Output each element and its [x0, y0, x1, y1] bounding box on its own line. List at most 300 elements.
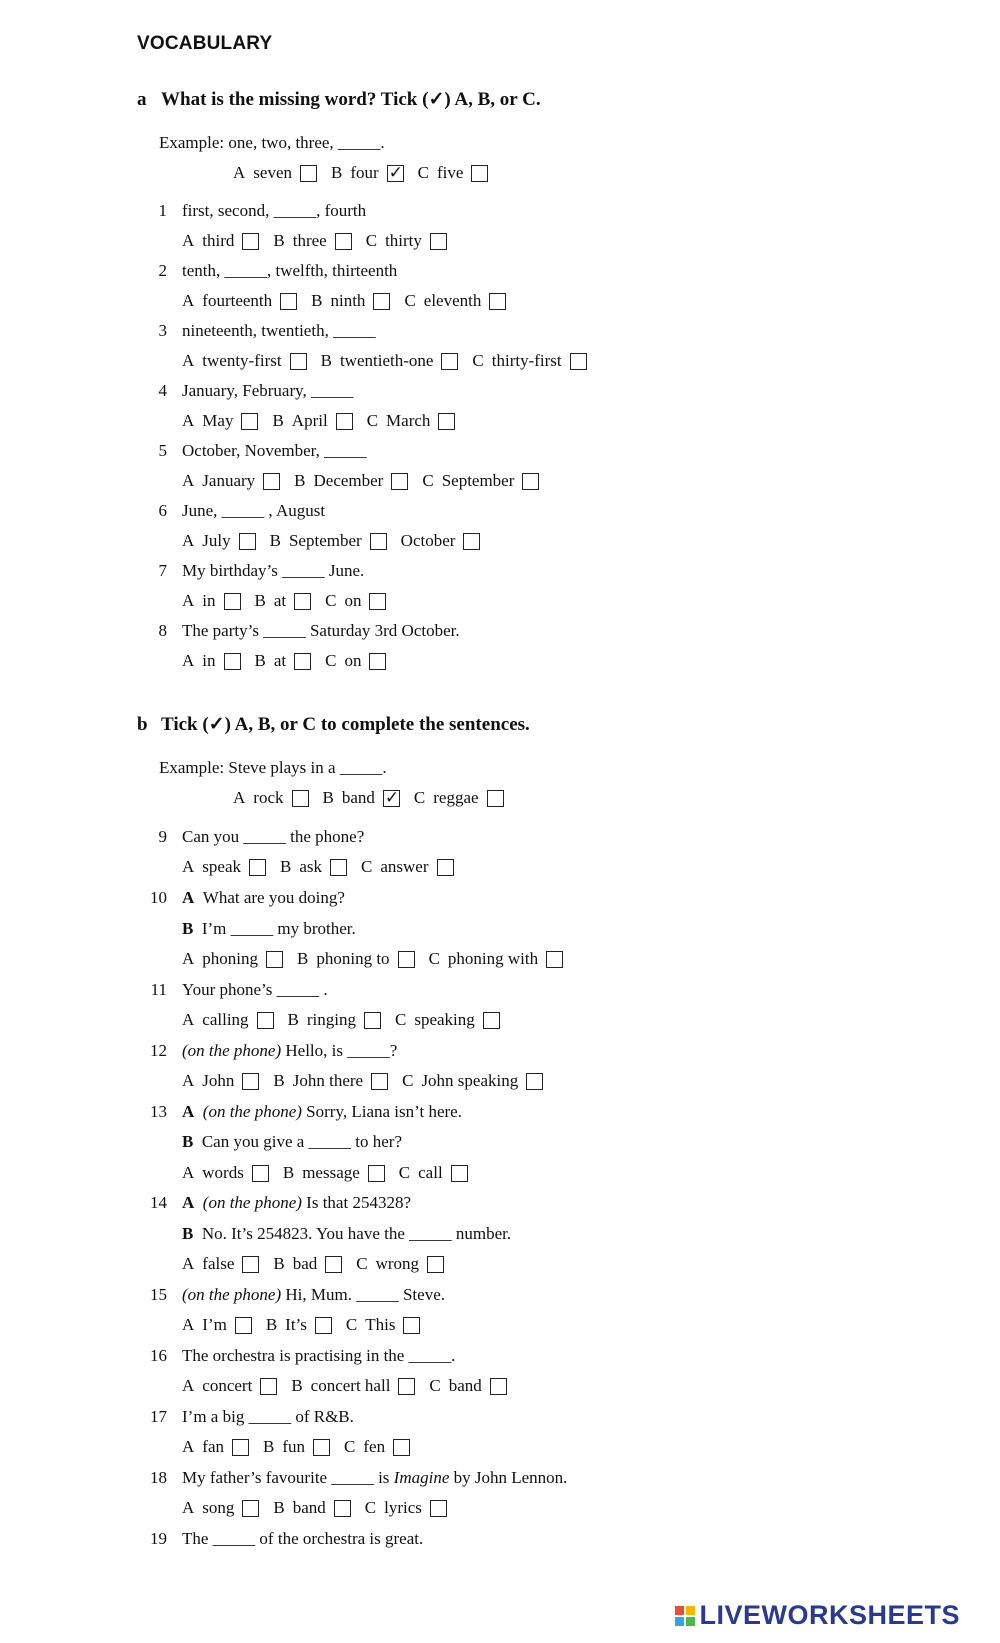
option-text: This [365, 1315, 396, 1334]
question-options [182, 1375, 521, 1397]
answer-option[interactable] [366, 230, 447, 252]
option-letter: A [182, 591, 195, 610]
answer-option[interactable] [182, 1436, 249, 1458]
checkbox[interactable] [441, 353, 458, 370]
checkbox[interactable] [373, 293, 390, 310]
answer-option[interactable] [297, 948, 415, 970]
checkbox[interactable] [242, 1256, 259, 1273]
option-letter: C [429, 1376, 441, 1395]
question-options [182, 290, 520, 312]
question-text [182, 1101, 462, 1123]
option-letter: A [182, 351, 195, 370]
option-text: in [202, 591, 216, 610]
speaker-a-text: Is that 254328? [301, 1193, 411, 1212]
question-number: 2 [158, 261, 167, 280]
option-letter: B [272, 411, 284, 430]
question-text [182, 1223, 511, 1245]
answer-option[interactable] [321, 350, 459, 372]
checkbox[interactable] [369, 593, 386, 610]
answer-option[interactable] [283, 1162, 385, 1184]
checkbox[interactable] [471, 165, 488, 182]
option-text: five [437, 163, 464, 182]
answer-option[interactable] [182, 530, 256, 552]
answer-option[interactable] [182, 1009, 274, 1031]
option-letter: A [182, 651, 195, 670]
answer-option[interactable] [291, 1375, 415, 1397]
option-letter: B [254, 651, 266, 670]
checkbox[interactable] [242, 233, 259, 250]
option-text: twenty-first [202, 351, 282, 370]
question-text-rest: Hi, Mum. _____ Steve. [281, 1285, 445, 1304]
option-text: bad [292, 1254, 318, 1273]
option-text: wrong [375, 1254, 420, 1273]
checkbox[interactable] [235, 1317, 252, 1334]
section-a-example-text: Example: one, two, three, _____. [159, 133, 385, 152]
option-letter: B [269, 531, 281, 550]
option-text: third [202, 231, 235, 250]
question-number: 13 [150, 1102, 167, 1121]
checkbox[interactable] [294, 653, 311, 670]
answer-option[interactable] [325, 590, 386, 612]
question-options [182, 948, 577, 970]
answer-option[interactable] [429, 948, 564, 970]
section-b-letter: b [137, 714, 148, 735]
answer-option[interactable] [272, 410, 352, 432]
answer-option[interactable] [273, 1497, 350, 1519]
brand-mark-icon [675, 1606, 695, 1626]
option-letter: B [273, 231, 285, 250]
checkbox[interactable] [393, 1439, 410, 1456]
option-letter: C [404, 291, 416, 310]
worksheet-heading: VOCABULARY [137, 33, 273, 54]
answer-option[interactable] [414, 787, 504, 809]
question-number: 1 [158, 201, 167, 220]
question-number: 8 [158, 621, 167, 640]
question-text: I’m a big _____ of R&B. [182, 1407, 354, 1426]
option-text: at [273, 651, 287, 670]
option-letter: A [182, 1163, 195, 1182]
question-text [182, 918, 356, 940]
question-text-before: My father’s favourite _____ is [182, 1468, 394, 1487]
checkbox[interactable] [526, 1073, 543, 1090]
option-text: thirty [385, 231, 422, 250]
question-text: October, November, _____ [182, 441, 367, 460]
option-text: May [202, 411, 234, 430]
answer-option[interactable] [182, 856, 266, 878]
answer-option[interactable] [323, 787, 400, 809]
option-text: fun [282, 1437, 306, 1456]
question-text: nineteenth, twentieth, _____ [182, 321, 376, 340]
option-letter: A [182, 857, 195, 876]
checkbox[interactable] [335, 233, 352, 250]
checkbox[interactable] [292, 790, 309, 807]
checkbox[interactable] [483, 1012, 500, 1029]
checkbox[interactable] [487, 790, 504, 807]
option-letter: A [233, 163, 246, 182]
option-letter: A [182, 1498, 195, 1517]
option-text: concert hall [310, 1376, 391, 1395]
question-options [182, 470, 553, 492]
option-text: speaking [414, 1010, 475, 1029]
question-number: 9 [158, 827, 167, 846]
question-number: 14 [150, 1193, 167, 1212]
option-text: lyrics [384, 1498, 422, 1517]
checkbox[interactable] [224, 593, 241, 610]
stage-direction: (on the phone) [182, 1041, 282, 1060]
checkbox[interactable] [490, 1378, 507, 1395]
brand-text: LIVEWORKSHEETS [699, 1600, 960, 1630]
checkbox[interactable] [249, 859, 266, 876]
answer-option[interactable] [182, 1497, 259, 1519]
checkbox[interactable] [257, 1012, 274, 1029]
option-text: false [202, 1254, 235, 1273]
question-options [182, 1070, 557, 1092]
answer-option[interactable] [273, 1253, 342, 1275]
question-number: 19 [150, 1529, 167, 1548]
option-letter: C [325, 591, 337, 610]
checkbox[interactable] [398, 951, 415, 968]
question-options [182, 230, 461, 252]
option-letter: C [356, 1254, 368, 1273]
option-letter: C [402, 1071, 414, 1090]
option-letter: A [182, 411, 195, 430]
option-letter: C [365, 231, 378, 250]
question-text [182, 1284, 445, 1306]
option-text: September [288, 531, 362, 550]
answer-option[interactable] [182, 1375, 277, 1397]
option-text: phoning to [316, 949, 390, 968]
brand-mark-square [686, 1617, 695, 1626]
checkbox[interactable] [252, 1165, 269, 1182]
question-text [182, 1467, 567, 1489]
answer-option[interactable] [182, 1162, 269, 1184]
option-letter: C [344, 1437, 356, 1456]
option-letter: A [233, 788, 246, 807]
answer-option[interactable] [422, 470, 539, 492]
checkbox[interactable] [437, 859, 454, 876]
option-letter: A [182, 1010, 195, 1029]
option-text: band [341, 788, 375, 807]
option-letter: B [294, 471, 306, 490]
option-letter: C [364, 1498, 377, 1517]
speaker-b-label: B [182, 1132, 194, 1151]
section-b-title [137, 713, 530, 736]
option-letter: B [265, 1315, 278, 1334]
question-text: The _____ of the orchestra is great. [182, 1529, 424, 1548]
answer-option[interactable] [367, 410, 456, 432]
answer-option[interactable] [273, 1070, 388, 1092]
option-text: John there [292, 1071, 364, 1090]
question-number: 12 [150, 1041, 167, 1060]
stage-direction: (on the phone) [202, 1193, 302, 1212]
checkbox[interactable] [239, 533, 256, 550]
question-number: 7 [158, 561, 167, 580]
answer-option[interactable] [182, 590, 241, 612]
answer-option[interactable] [263, 1436, 330, 1458]
question-number: 10 [150, 888, 167, 907]
question-text: The party’s _____ Saturday 3rd October. [182, 621, 460, 640]
option-letter: B [311, 291, 323, 310]
answer-option[interactable] [395, 1009, 500, 1031]
checkbox[interactable] [430, 233, 447, 250]
checkbox[interactable] [242, 1073, 259, 1090]
option-text: September [441, 471, 515, 490]
option-letter: A [182, 1376, 195, 1395]
answer-option[interactable] [402, 1070, 543, 1092]
checkbox[interactable] [364, 1012, 381, 1029]
option-text: phoning [202, 949, 259, 968]
answer-option[interactable] [361, 856, 454, 878]
option-letter: C [366, 411, 379, 430]
option-text: four [350, 163, 379, 182]
checkbox[interactable] [463, 533, 480, 550]
question-options [182, 530, 494, 552]
answer-option[interactable] [288, 1009, 381, 1031]
answer-option[interactable] [182, 1253, 259, 1275]
answer-option[interactable] [472, 350, 586, 372]
question-text [182, 887, 345, 909]
answer-option[interactable] [344, 1436, 410, 1458]
checkbox[interactable] [489, 293, 506, 310]
question-text: The orchestra is practising in the _____. [182, 1346, 456, 1365]
option-letter: C [413, 788, 426, 807]
question-number: 16 [150, 1346, 167, 1365]
checkbox-checked[interactable] [387, 165, 404, 182]
question-options [182, 856, 468, 878]
checkbox[interactable] [438, 413, 455, 430]
question-options [182, 350, 601, 372]
question-text: first, second, _____, fourth [182, 201, 367, 220]
checkbox[interactable] [263, 473, 280, 490]
option-text: on [344, 651, 362, 670]
checkbox[interactable] [370, 533, 387, 550]
checkbox[interactable] [280, 293, 297, 310]
answer-option[interactable] [273, 230, 351, 252]
checkbox[interactable] [430, 1500, 447, 1517]
answer-option[interactable] [182, 470, 280, 492]
checkbox[interactable] [260, 1378, 277, 1395]
checkbox[interactable] [336, 413, 353, 430]
checkbox[interactable] [368, 1165, 385, 1182]
option-letter: A [182, 471, 195, 490]
checkbox[interactable] [546, 951, 563, 968]
option-letter: C [428, 949, 440, 968]
question-text: My birthday’s _____ June. [182, 561, 365, 580]
checkbox[interactable] [334, 1500, 351, 1517]
question-text: January, February, _____ [182, 381, 354, 400]
answer-option[interactable] [182, 290, 297, 312]
question-text: Your phone’s _____ . [182, 980, 328, 999]
option-text: fan [202, 1437, 224, 1456]
question-text: tenth, _____, twelfth, thirteenth [182, 261, 398, 280]
question-options [182, 590, 400, 612]
option-text: phoning with [447, 949, 539, 968]
answer-option[interactable] [182, 410, 258, 432]
checkbox[interactable] [427, 1256, 444, 1273]
section-a-letter: a [137, 89, 147, 110]
option-text: song [202, 1498, 235, 1517]
option-letter: A [182, 231, 195, 250]
question-text: Can you _____ the phone? [182, 827, 365, 846]
checkbox[interactable] [242, 1500, 259, 1517]
checkbox[interactable] [570, 353, 587, 370]
answer-option[interactable] [356, 1253, 444, 1275]
answer-option[interactable] [182, 1070, 259, 1092]
option-letter: A [182, 291, 195, 310]
option-letter: C [345, 1315, 358, 1334]
option-letter: A [182, 531, 195, 550]
answer-option[interactable] [401, 530, 481, 552]
option-text: ninth [330, 291, 366, 310]
option-letter: B [282, 1163, 295, 1182]
section-a-title [137, 88, 541, 111]
brand-mark-square [675, 1606, 684, 1615]
checkbox[interactable] [224, 653, 241, 670]
answer-option[interactable] [325, 650, 386, 672]
checkbox[interactable] [522, 473, 539, 490]
answer-option[interactable] [280, 856, 347, 878]
answer-option[interactable] [255, 590, 312, 612]
option-text: call [418, 1163, 443, 1182]
option-letter: B [280, 857, 292, 876]
option-text: eleventh [423, 291, 482, 310]
option-text: John speaking [421, 1071, 519, 1090]
question-text [182, 1040, 397, 1062]
answer-option[interactable] [182, 230, 259, 252]
section-b-example-text: Example: Steve plays in a _____. [159, 758, 387, 777]
option-text: reggae [433, 788, 479, 807]
speaker-a-label: A [182, 1193, 195, 1212]
answer-option[interactable] [331, 162, 404, 184]
question-text [182, 1192, 411, 1214]
answer-option[interactable] [404, 290, 506, 312]
question-options [182, 1314, 434, 1336]
option-letter: B [287, 1010, 299, 1029]
question-options [182, 1009, 514, 1031]
option-letter: B [254, 591, 266, 610]
option-letter: C [395, 1010, 407, 1029]
option-text: fen [363, 1437, 386, 1456]
option-letter: C [398, 1163, 411, 1182]
option-text: twentieth-one [339, 351, 434, 370]
checkbox[interactable] [300, 165, 317, 182]
stage-direction: (on the phone) [202, 1102, 302, 1121]
question-number: 17 [150, 1407, 167, 1426]
checkbox[interactable] [325, 1256, 342, 1273]
question-options [182, 1497, 461, 1519]
liveworksheets-logo [675, 1600, 960, 1631]
checkbox[interactable] [290, 353, 307, 370]
answer-option[interactable] [429, 1375, 506, 1397]
answer-option[interactable] [233, 162, 317, 184]
checkbox[interactable] [266, 951, 283, 968]
checkbox[interactable] [294, 593, 311, 610]
question-number: 4 [158, 381, 167, 400]
stage-direction: (on the phone) [182, 1285, 282, 1304]
answer-option[interactable] [365, 1497, 447, 1519]
brand-mark-square [675, 1617, 684, 1626]
answer-option[interactable] [311, 290, 390, 312]
answer-option[interactable] [182, 350, 307, 372]
answer-option[interactable] [255, 650, 312, 672]
question-number: 6 [158, 501, 167, 520]
checkbox[interactable] [451, 1165, 468, 1182]
option-text: March [386, 411, 431, 430]
speaker-a-label: A [182, 888, 195, 907]
option-text: October [400, 531, 456, 550]
option-letter: B [263, 1437, 275, 1456]
answer-option[interactable] [182, 948, 283, 970]
answer-option[interactable] [346, 1314, 421, 1336]
question-options [182, 1253, 458, 1275]
answer-option[interactable] [266, 1314, 332, 1336]
checkbox[interactable] [371, 1073, 388, 1090]
checkbox[interactable] [403, 1317, 420, 1334]
option-letter: B [320, 351, 332, 370]
question-text-after: by John Lennon. [449, 1468, 568, 1487]
option-letter: C [361, 857, 373, 876]
checkbox[interactable] [241, 413, 258, 430]
option-letter: A [182, 1437, 195, 1456]
option-letter: B [331, 163, 343, 182]
section-b-example-options [233, 787, 518, 809]
option-letter: C [472, 351, 484, 370]
answer-option[interactable] [418, 162, 489, 184]
option-text: ask [299, 857, 323, 876]
answer-option[interactable] [399, 1162, 468, 1184]
option-letter: B [291, 1376, 303, 1395]
speaker-b-label: B [182, 1224, 194, 1243]
option-text: John [202, 1071, 235, 1090]
checkbox[interactable] [369, 653, 386, 670]
speaker-a-label: A [182, 1102, 195, 1121]
section-b-instructions: Tick (✓) A, B, or C to complete the sentences. [161, 714, 530, 735]
question-number: 15 [150, 1285, 167, 1304]
question-number: 18 [150, 1468, 167, 1487]
option-text: answer [380, 857, 429, 876]
option-text: band [292, 1498, 326, 1517]
song-title: Imagine [393, 1468, 450, 1487]
option-letter: C [417, 163, 430, 182]
answer-option[interactable] [270, 530, 387, 552]
option-letter: C [325, 651, 337, 670]
question-text-rest: Hello, is _____? [281, 1041, 398, 1060]
question-text [182, 1131, 402, 1153]
checkbox[interactable] [232, 1439, 249, 1456]
answer-option[interactable] [182, 1314, 252, 1336]
option-letter: B [273, 1254, 285, 1273]
option-text: three [292, 231, 327, 250]
checkbox[interactable] [313, 1439, 330, 1456]
answer-option[interactable] [233, 787, 309, 809]
section-a-instructions: What is the missing word? Tick (✓) A, B, or C. [161, 89, 541, 110]
speaker-b-text: I’m _____ my brother. [201, 919, 356, 938]
option-letter: A [182, 949, 195, 968]
checkbox-checked[interactable] [383, 790, 400, 807]
checkbox[interactable] [398, 1378, 415, 1395]
checkbox[interactable] [315, 1317, 332, 1334]
answer-option[interactable] [182, 650, 241, 672]
speaker-b-text: Can you give a _____ to her? [201, 1132, 403, 1151]
option-letter: A [182, 1254, 195, 1273]
answer-option[interactable] [294, 470, 408, 492]
option-text: fourteenth [202, 291, 273, 310]
checkbox[interactable] [330, 859, 347, 876]
option-text: concert [202, 1376, 253, 1395]
option-text: seven [253, 163, 292, 182]
option-text: rock [253, 788, 284, 807]
checkbox[interactable] [391, 473, 408, 490]
